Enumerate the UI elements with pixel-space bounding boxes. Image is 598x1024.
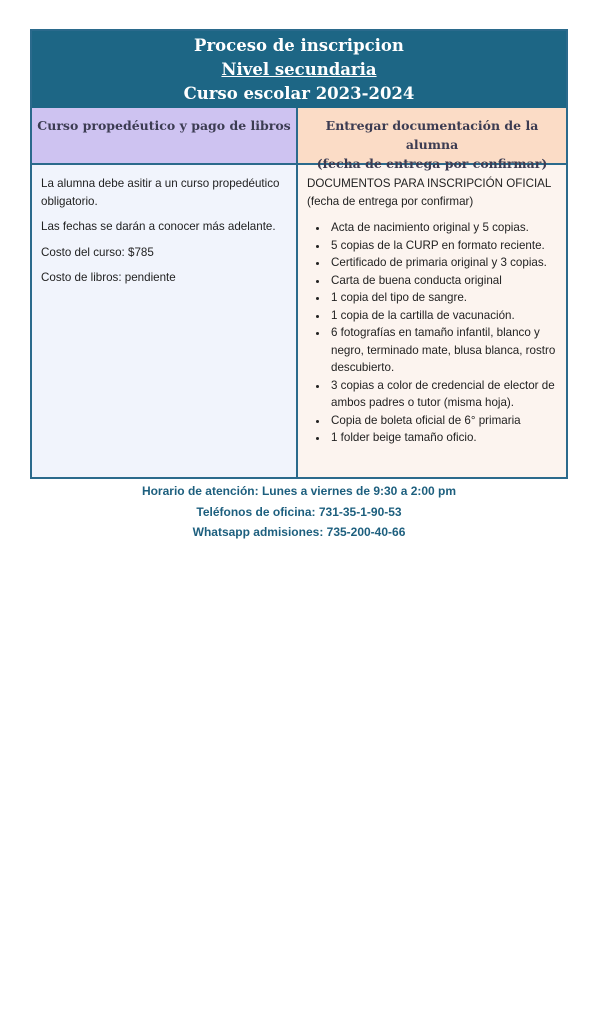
documents-column-body — [298, 165, 566, 477]
list-item: • 1 copia de la cartilla de vacunación. — [329, 307, 557, 325]
title-banner — [32, 31, 566, 108]
banner-title: Proceso de inscripcion — [194, 36, 404, 55]
list-item: • Certificado de primaria original y 3 copias. — [329, 254, 557, 272]
banner-school-year: Curso escolar 2023-2024 — [183, 84, 415, 103]
list-item: • 6 fotografías en tamaño infantil, blanco y negro, terminado mate, blusa blanca, rostro descubierto. — [329, 324, 557, 377]
list-item: • 3 copias a color de credencial de elector de ambos padres o tutor (misma hoja). — [329, 377, 557, 412]
course-dates-note: Las fechas se darán a conocer más adelante. — [41, 220, 276, 233]
banner-level: Nivel secundaria — [221, 60, 377, 79]
course-column-body — [32, 165, 296, 477]
documents-subtitle: (fecha de entrega por confirmar) — [307, 194, 474, 208]
course-note: La alumna debe asitir a un curso propedéutico obligatorio. — [41, 177, 280, 208]
table-columns — [32, 108, 566, 477]
documents-column — [298, 108, 566, 477]
whatsapp-contact: Whatsapp admisiones: 735-200-40-66 — [192, 525, 406, 539]
documents-title: DOCUMENTOS PARA INSCRIPCIÓN OFICIAL — [307, 177, 552, 190]
course-column — [32, 108, 298, 477]
documents-header-line2: (fecha de entrega por confirmar) — [316, 156, 548, 171]
enrollment-table — [30, 29, 568, 479]
books-cost: Costo de libros: pendiente — [41, 271, 176, 284]
list-item: • 5 copias de la CURP en formato reciente. — [329, 237, 557, 255]
documents-list — [307, 219, 557, 447]
list-item: • 1 folder beige tamaño oficio. — [329, 429, 557, 447]
list-item: • 1 copia del tipo de sangre. — [329, 289, 557, 307]
documents-header-line1: Entregar documentación de la alumna — [325, 118, 539, 152]
office-hours: Horario de atención: Lunes a viernes de 9:30 a 2:00 pm — [141, 484, 457, 498]
list-item: • Acta de nacimiento original y 5 copias. — [329, 219, 557, 237]
office-phones: Teléfonos de oficina: 731-35-1-90-53 — [196, 504, 402, 519]
documents-column-header — [298, 108, 566, 171]
contact-footer — [0, 481, 598, 543]
course-column-header: Curso propedéutico y pago de libros — [32, 108, 296, 165]
course-cost: Costo del curso: $785 — [41, 245, 154, 259]
list-item: • Copia de boleta oficial de 6° primaria — [329, 412, 557, 430]
list-item: • Carta de buena conducta original — [329, 272, 557, 290]
